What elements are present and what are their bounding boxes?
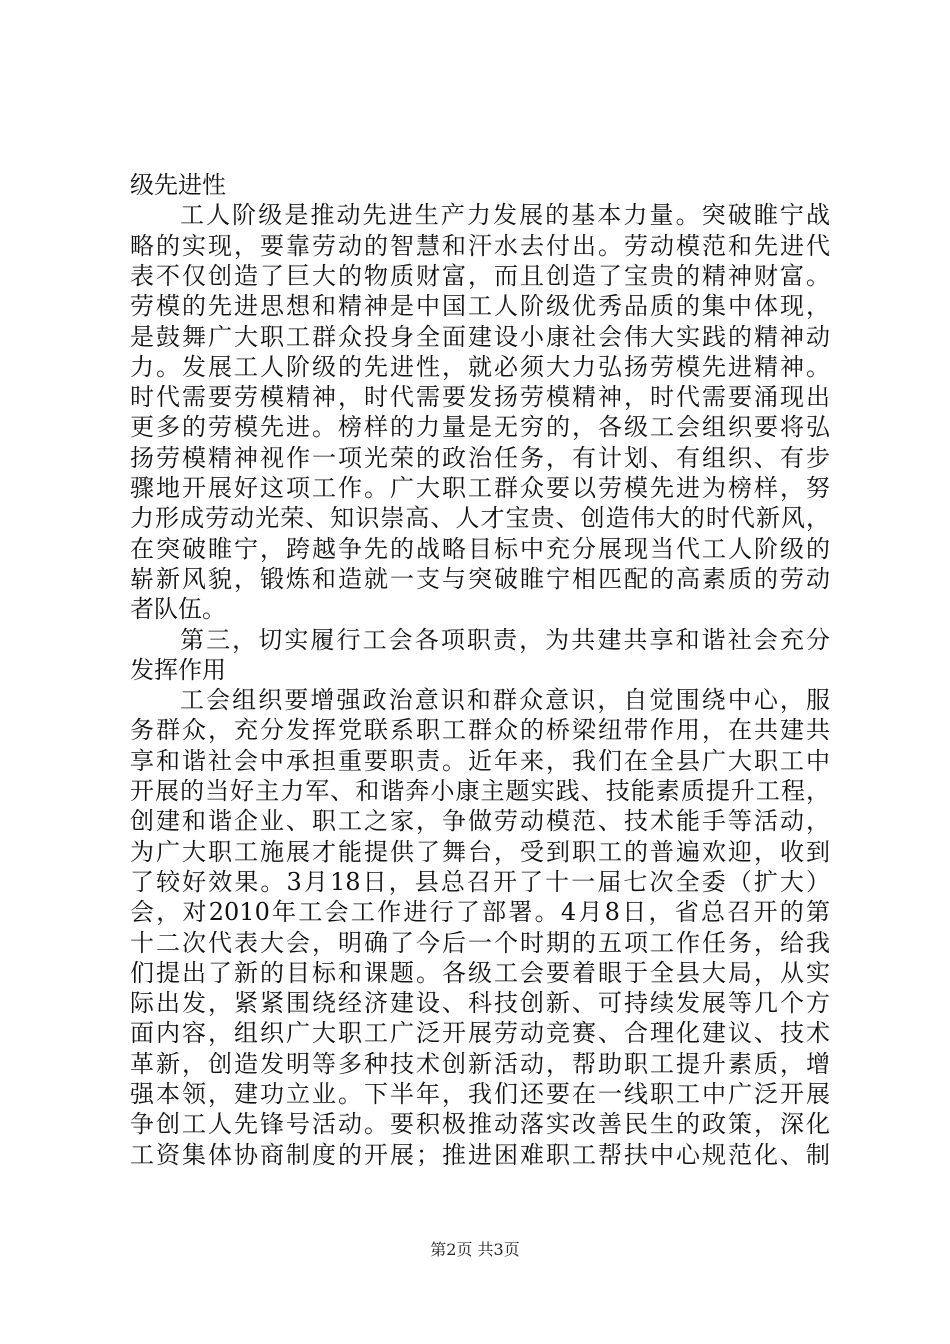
text-line: 骤地开展好这项工作。广大职工群众要以劳模先进为榜样，努: [130, 474, 830, 502]
text-line: 们提出了新的目标和课题。各级工会要着眼于全县大局，从实: [130, 959, 830, 987]
text-line: 务群众，充分发挥党联系职工群众的桥梁纽带作用，在共建共: [130, 716, 830, 744]
text-line: 工人阶级是推动先进生产力发展的基本力量。突破睢宁战: [180, 201, 830, 229]
page-footer: 第2页 共3页: [430, 1240, 520, 1259]
text-line: 了较好效果。3月18日，县总召开了十一届七次全委（扩大）: [130, 868, 830, 896]
text-line: 在突破睢宁，跨越争先的战略目标中充分展现当代工人阶级的: [130, 535, 830, 563]
text-line: 表不仅创造了巨大的物质财富，而且创造了宝贵的精神财富。: [130, 262, 830, 290]
text-line: 工资集体协商制度的开展；推进困难职工帮扶中心规范化、制: [130, 1141, 830, 1169]
text-line: 开展的当好主力军、和谐奔小康主题实践、技能素质提升工程，: [130, 777, 830, 805]
text-line: 创建和谐企业、职工之家，争做劳动模范、技术能手等活动，: [130, 807, 830, 835]
text-line: 崭新风貌，锻炼和造就一支与突破睢宁相匹配的高素质的劳动: [130, 565, 830, 593]
text-line: 工会组织要增强政治意识和群众意识，自觉围绕中心，服: [180, 686, 830, 714]
section-heading-line: 发挥作用: [130, 656, 226, 684]
text-line: 扬劳模精神视作一项光荣的政治任务，有计划、有组织、有步: [130, 444, 830, 472]
text-line: 际出发，紧紧围绕经济建设、科技创新、可持续发展等几个方: [130, 989, 830, 1017]
text-line: 强本领，建功立业。下半年，我们还要在一线职工中广泛开展: [130, 1080, 830, 1108]
text-line: 劳模的先进思想和精神是中国工人阶级优秀品质的集中体现，: [130, 292, 830, 320]
text-line: 十二次代表大会，明确了今后一个时期的五项工作任务，给我: [130, 929, 830, 957]
text-line: 争创工人先锋号活动。要积极推动落实改善民生的政策，深化: [130, 1110, 830, 1138]
text-line: 是鼓舞广大职工群众投身全面建设小康社会伟大实践的精神动: [130, 323, 830, 351]
text-line: 面内容，组织广大职工广泛开展劳动竞赛、合理化建议、技术: [130, 1019, 830, 1047]
section-heading-line: 第三，切实履行工会各项职责，为共建共享和谐社会充分: [180, 626, 830, 654]
text-line: 更多的劳模先进。榜样的力量是无穷的，各级工会组织要将弘: [130, 413, 830, 441]
text-line: 会，对2010年工会工作进行了部署。4月8日，省总召开的第: [130, 898, 830, 926]
text-line: 为广大职工施展才能提供了舞台，受到职工的普遍欢迎，收到: [130, 838, 830, 866]
text-line: 力形成劳动光荣、知识崇高、人才宝贵、创造伟大的时代新风，: [130, 504, 830, 532]
text-line: 时代需要劳模精神，时代需要发扬劳模精神，时代需要涌现出: [130, 383, 830, 411]
text-line: 革新，创造发明等多种技术创新活动，帮助职工提升素质，增: [130, 1050, 830, 1078]
text-line: 略的实现，要靠劳动的智慧和汗水去付出。劳动模范和先进代: [130, 232, 830, 260]
text-line: 者队伍。: [130, 595, 226, 623]
text-line: 力。发展工人阶级的先进性，就必须大力弘扬劳模先进精神。: [130, 353, 830, 381]
text-line: 级先进性: [130, 171, 226, 199]
text-line: 享和谐社会中承担重要职责。近年来，我们在全县广大职工中: [130, 747, 830, 775]
